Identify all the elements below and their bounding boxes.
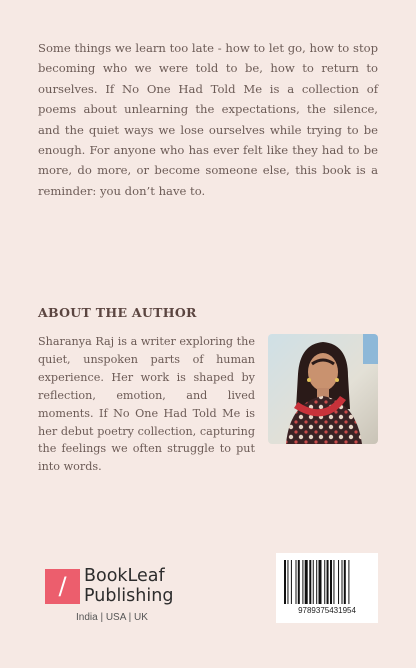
barcode-bars bbox=[284, 560, 370, 604]
publisher-name-line2: Publishing bbox=[84, 586, 174, 606]
author-photo bbox=[268, 334, 378, 444]
isbn-barcode bbox=[276, 553, 378, 623]
publisher-logo bbox=[45, 566, 195, 630]
isbn-number: 9789375431954 bbox=[298, 606, 356, 615]
about-author-heading: ABOUT THE AUTHOR bbox=[38, 305, 197, 320]
publisher-mark: / bbox=[45, 569, 80, 604]
author-bio: Sharanya Raj is a writer exploring the quiet, unspoken parts of human experience. Her work is shaped by reflection, emotion, and lived moments. If No One Had Told Me is her debut poetry collection, capturing the feelings we often struggle to put into words. bbox=[38, 335, 255, 474]
publisher-regions: India | USA | UK bbox=[76, 612, 148, 623]
publisher-name-line1: BookLeaf bbox=[84, 566, 165, 586]
back-cover-blurb: Some things we learn too late - how to let go, how to stop becoming who we were told to be, how to return to ourselves. If No One Had Told Me is a collection of poems about unlearning the expectations, the silence, and the quiet ways we lose ourselves while trying to be enough. For anyone who has ever felt like they had to be more, do more, or become someone else, this book is a reminder: you don’t have to. bbox=[38, 41, 378, 198]
